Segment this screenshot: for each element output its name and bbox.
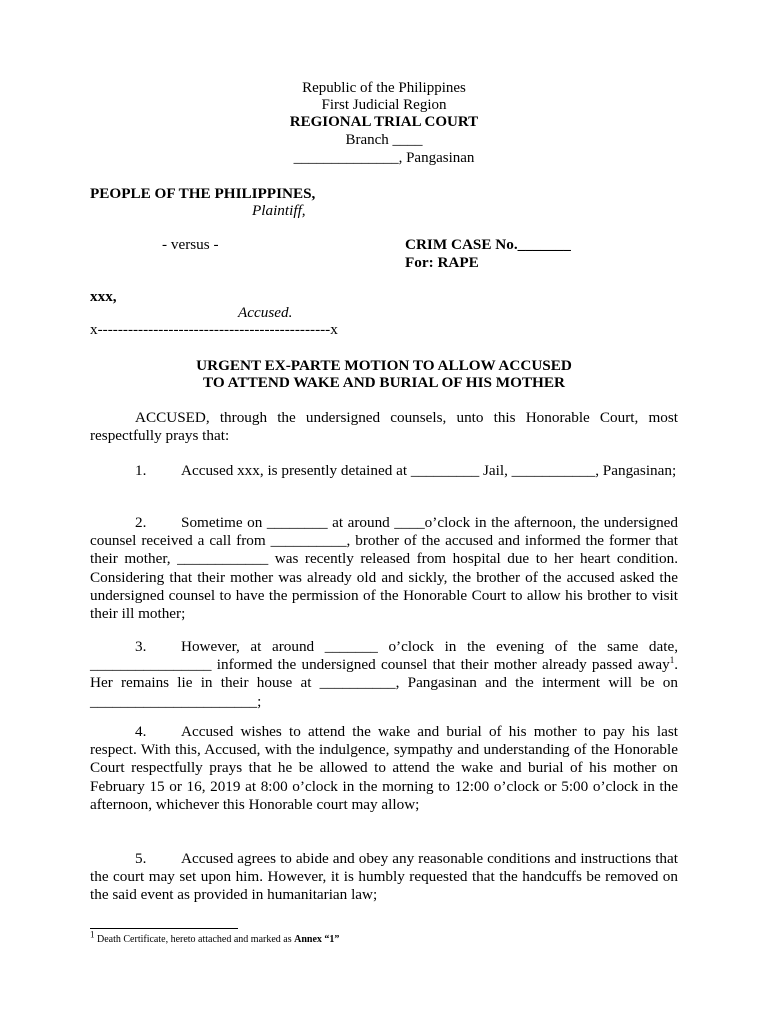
header-court: REGIONAL TRIAL COURT: [289, 114, 479, 130]
footnote-annex: Annex “1”: [294, 934, 340, 945]
header-location: ______________, Pangasinan: [293, 150, 475, 166]
caption-separator: x----------------------------------------------x: [90, 321, 338, 338]
header-judicial-region: First Judicial Region: [321, 97, 447, 113]
motion-title-line1: URGENT EX-PARTE MOTION TO ALLOW ACCUSED: [196, 357, 572, 374]
paragraph-2: 2. Sometime on ________ at around ____o’clock in the afternoon, the undersigned counsel received a call from __________, brother of the accused and informed the former that their mother, ____________ was recently released from hospital due to her heart condition. Considering that their mother was already old and sickly, the brother of the accused asked the undersigned counsel to have the permission of the Honorable Court to allow his brother to visit their ill mother;: [90, 514, 678, 623]
accused-role: Accused.: [238, 304, 293, 321]
header-branch: Branch ____: [345, 132, 423, 148]
case-charge: For: RAPE: [405, 254, 479, 271]
footnote: [90, 929, 340, 946]
paragraph-1: 1. Accused xxx, is presently detained at _________ Jail, ___________, Pangasinan;: [135, 462, 677, 479]
paragraph-3: 3. However, at around _______ o’clock in the evening of the same date, ________________ informed the undersigned counsel that their mother already passed away$^1$. Her remains lie in their house at __________, Pangasinan and the interment will be on ______________________;: [90, 638, 678, 710]
case-number: CRIM CASE No._______: [405, 236, 571, 253]
versus-label: - versus -: [162, 236, 219, 253]
header-republic: Republic of the Philippines: [302, 80, 466, 96]
footnote-ref: 1: [669, 655, 675, 666]
motion-title-line2: TO ATTEND WAKE AND BURIAL OF HIS MOTHER: [203, 374, 565, 391]
footnote-text: Death Certificate, hereto attached and marked as: [94, 934, 295, 945]
plaintiff-role: Plaintiff,: [252, 202, 306, 219]
footnote-mark: 1: [90, 929, 95, 940]
intro-paragraph: ACCUSED, through the undersigned counsels, unto this Honorable Court, most respectfully prays that:: [90, 409, 678, 445]
paragraph-5: 5. Accused agrees to abide and obey any reasonable conditions and instructions that the court may set upon him. However, it is humbly requested that the handcuffs be removed on the said event as provided in humanitarian law;: [90, 850, 678, 904]
plaintiff-name: PEOPLE OF THE PHILIPPINES,: [90, 185, 316, 202]
footnote-rule: [90, 928, 238, 929]
paragraph-4: 4. Accused wishes to attend the wake and burial of his mother to pay his last respect. With this, Accused, with the indulgence, sympathy and understanding of the Honorable Court respectfully prays that he be allowed to attend the wake and burial of his mother on February 15 or 16, 2019 at 8:00 o’clock in the morning to 12:00 o’clock or 5:00 o’clock in the afternoon, whichever this Honorable court may allow;: [90, 723, 678, 813]
accused-name: xxx,: [90, 288, 117, 305]
